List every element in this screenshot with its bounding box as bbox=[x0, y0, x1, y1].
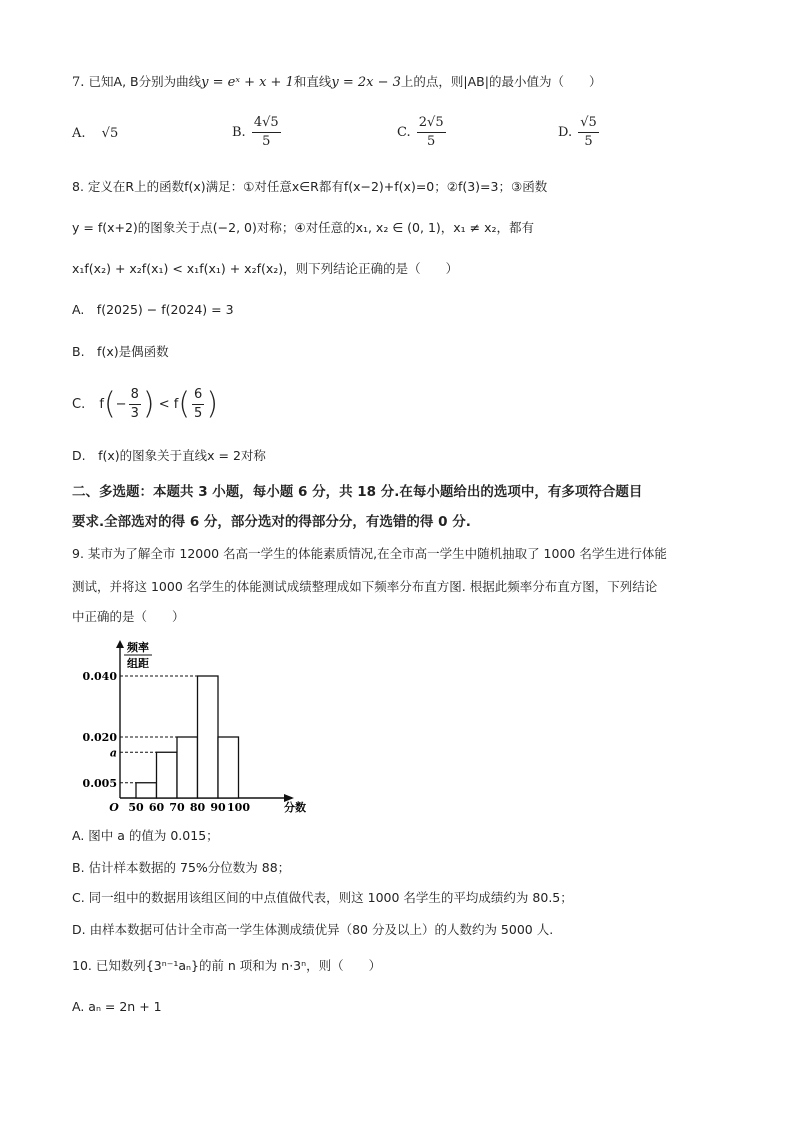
section-2-line-1: 二、多选题：本题共 3 小题，每小题 6 分，共 18 分.在每小题给出的选项中，有多项符合题目 bbox=[72, 484, 643, 500]
q8-option-c-den1: 3 bbox=[130, 406, 139, 421]
q9-option-c: C. 同一组中的数据用该组区间的中点值做代表，则这 1000 名学生的平均成绩约为 80.5； bbox=[72, 890, 573, 905]
x-tick-label: 60 bbox=[148, 801, 165, 814]
q8-option-b: B. f(x)是偶函数 bbox=[72, 344, 169, 359]
q9-option-a: A. 图中 a 的值为 0.015； bbox=[72, 828, 219, 843]
q7-option-a bbox=[72, 124, 118, 144]
x-tick-label: 90 bbox=[210, 801, 226, 814]
x-axis-label: 分数 bbox=[284, 801, 306, 814]
q7-option-d bbox=[558, 114, 601, 151]
q7-option-c-den: 5 bbox=[427, 134, 436, 149]
q8-option-c-label: C. bbox=[72, 397, 86, 412]
q7-option-b-num: 4√5 bbox=[252, 114, 281, 133]
q7-option-a-value: √5 bbox=[101, 126, 119, 141]
q7-option-b bbox=[232, 114, 283, 151]
q8-line-2: y = f(x+2)的图象关于点(−2, 0)对称；④对任意的x₁, x₂ ∈ (0, 1)，x₁ ≠ x₂，都有 bbox=[72, 220, 535, 235]
q10-option-a: A. aₙ = 2n + 1 bbox=[72, 999, 162, 1014]
y-axis-label-top: 频率 bbox=[127, 641, 149, 654]
q7-option-c-fraction bbox=[417, 114, 446, 151]
q9-option-d: D. 由样本数据可估计全市高一学生体测成绩优异（80 分及以上）的人数约为 5000 人. bbox=[72, 922, 554, 937]
q7-suffix: 上的点，则|AB|的最小值为（ ） bbox=[400, 74, 602, 89]
q7-option-b-label: B. bbox=[232, 125, 246, 140]
x-tick-label: 100 bbox=[227, 801, 250, 814]
q8-option-c: C. f(− $\frac{8}{3}$ ) < f( $\frac{6}{5}$ ) bbox=[72, 386, 219, 422]
q7-stem bbox=[72, 72, 601, 93]
q8-option-c-num2: 6 bbox=[192, 386, 204, 405]
y-tick-label: 0.020 bbox=[82, 731, 117, 744]
section-2-line-2: 要求.全部选对的得 6 分，部分选对的得部分分，有选错的得 0 分. bbox=[72, 514, 471, 530]
q7-number: 7. bbox=[72, 75, 85, 90]
q8-option-d: D. f(x)的图象关于直线x = 2对称 bbox=[72, 448, 266, 463]
q9-line-3: 中正确的是（ ） bbox=[72, 609, 185, 624]
histogram-bar bbox=[157, 752, 178, 798]
q9-option-b: B. 估计样本数据的 75%分位数为 88； bbox=[72, 860, 291, 875]
q7-curve: y = eˣ + x + 1 bbox=[201, 75, 294, 90]
histogram-bar bbox=[218, 737, 239, 798]
y-axis-label-bottom: 组距 bbox=[127, 657, 149, 670]
origin-label: O bbox=[109, 801, 119, 814]
q7-option-c bbox=[397, 114, 448, 151]
q8-option-c-frac2 bbox=[192, 386, 204, 423]
q8-line-3: x₁f(x₂) + x₂f(x₁) < x₁f(x₁) + x₂f(x₂)，则下列结论正确的是（ ） bbox=[72, 261, 459, 276]
histogram-bar bbox=[198, 676, 219, 798]
q7-option-d-num: √5 bbox=[578, 114, 599, 133]
q7-option-b-fraction bbox=[252, 114, 281, 151]
q7-line-eq: y = 2x − 3 bbox=[331, 75, 401, 90]
q7-option-c-num: 2√5 bbox=[417, 114, 446, 133]
q7-option-d-fraction bbox=[578, 114, 599, 151]
y-tick-label: 0.005 bbox=[82, 776, 117, 790]
x-tick-label: 80 bbox=[189, 801, 206, 814]
q8-line-1: 8. 定义在R上的函数f(x)满足：①对任意x∈R都有f(x−2)+f(x)=0；②f(3)=3；③函数 bbox=[72, 179, 548, 194]
q7-option-a-label: A. bbox=[72, 126, 86, 141]
q8-option-c-frac1 bbox=[129, 386, 141, 423]
q7-mid: 和直线 bbox=[293, 74, 332, 89]
q7-option-d-den: 5 bbox=[584, 134, 593, 149]
q8-option-c-num1: 8 bbox=[129, 386, 141, 405]
q7-option-b-den: 5 bbox=[262, 134, 271, 149]
q8-option-c-den2: 5 bbox=[194, 406, 203, 421]
histogram-bar bbox=[136, 783, 157, 798]
q9-line-1: 9. 某市为了解全市 12000 名高一学生的体能素质情况,在全市高一学生中随机抽取了 1000 名学生进行体能 bbox=[72, 546, 667, 561]
q7-option-d-label: D. bbox=[558, 125, 573, 140]
q8-option-c-f1: f bbox=[99, 397, 104, 412]
frequency-histogram bbox=[70, 638, 310, 814]
y-tick-label: 0.040 bbox=[82, 670, 117, 683]
x-tick-label: 70 bbox=[169, 801, 185, 814]
q9-line-2: 测试，并将这 1000 名学生的体能测试成绩整理成如下频率分布直方图. 根据此频率分布直方图，下列结论 bbox=[72, 579, 658, 594]
q10-line-1: 10. 已知数列{3ⁿ⁻¹aₙ}的前 n 项和为 n·3ⁿ，则（ ） bbox=[72, 958, 382, 973]
q8-option-c-lt: < f bbox=[158, 397, 179, 412]
histogram-bar bbox=[177, 737, 198, 798]
y-tick-label: a bbox=[109, 746, 117, 760]
x-tick-label: 50 bbox=[128, 801, 144, 814]
y-axis-arrow bbox=[116, 640, 124, 648]
q7-option-c-label: C. bbox=[397, 125, 411, 140]
q7-prefix: 已知A, B分别为曲线 bbox=[88, 74, 202, 89]
q8-option-a: A. f(2025) − f(2024) = 3 bbox=[72, 302, 234, 317]
